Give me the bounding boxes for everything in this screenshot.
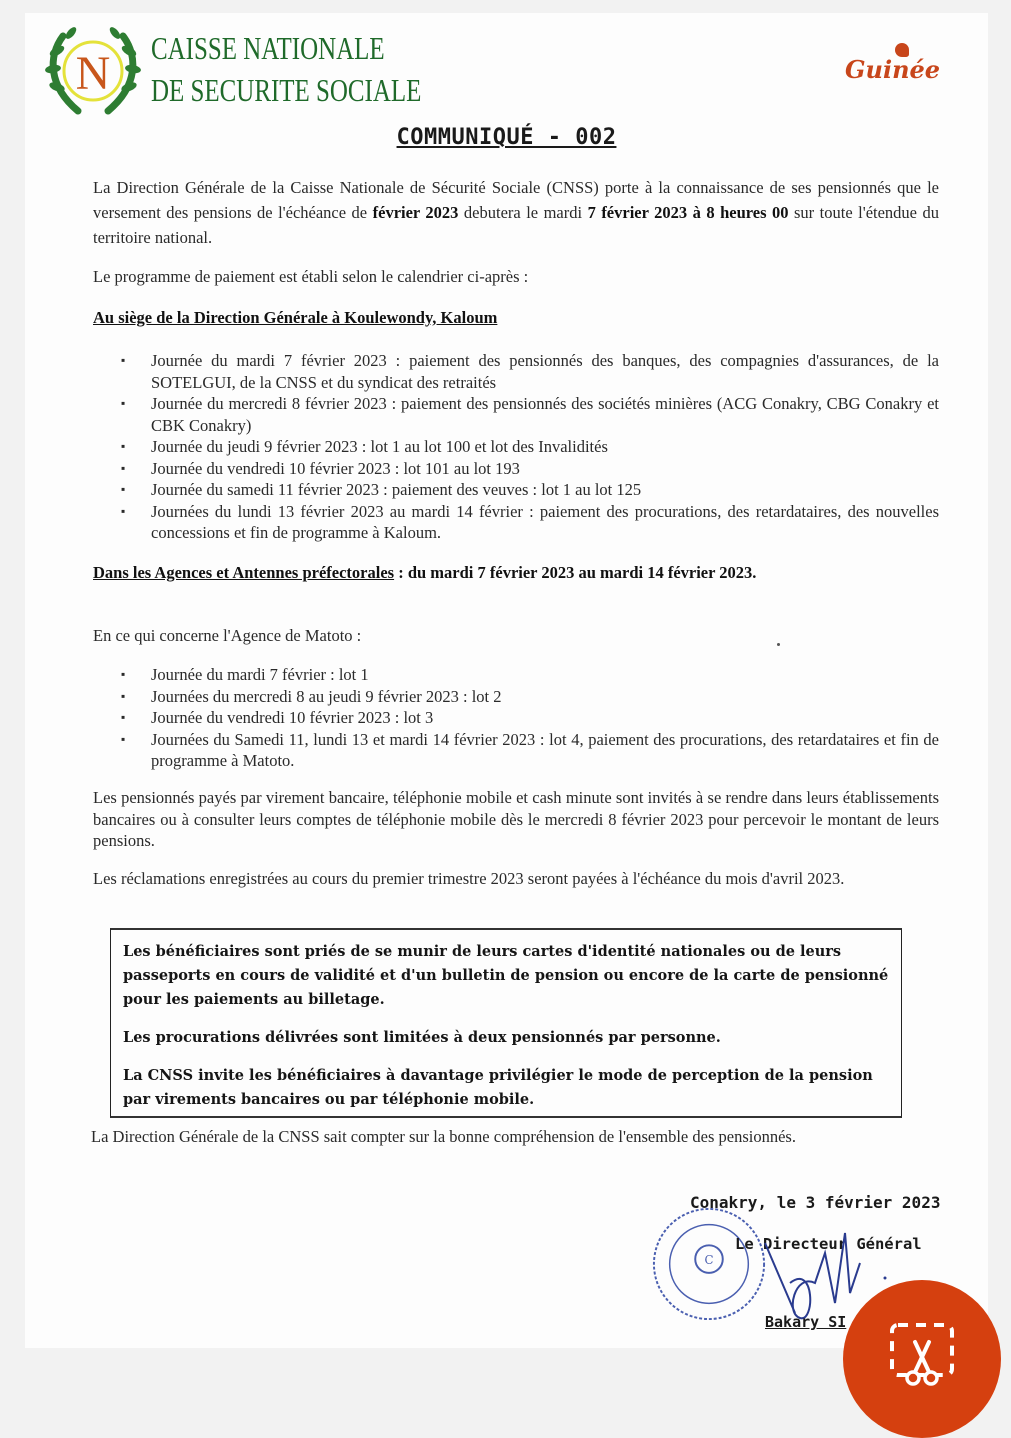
svg-text:N: N	[75, 47, 111, 100]
intro-paragraph: La Direction Générale de la Caisse Nationale de Sécurité Sociale (CNSS) porte à la connaissance de ses pensionnés que le versement des pensions de l'échéance de février 2023 debutera le mardi 7 février 2023 à 8 heures 00 sur toute l'étendue du territoire national.	[93, 178, 939, 247]
program-intro: Le programme de paiement est établi selon le calendrier ci-après :	[93, 267, 529, 286]
notice-payment-mode: La CNSS invite les bénéficiaires à davantage privilégier le mode de perception de la pension par virements bancaires ou par téléphonie mobile.	[123, 1067, 873, 1108]
section-siege-heading: Au siège de la Direction Générale à Koulewondy, Kaloum	[93, 308, 498, 327]
closing-paragraph: La Direction Générale de la CNSS sait compter sur la bonne compréhension de l'ensemble des pensionnés.	[91, 1127, 796, 1146]
list-item: ▪ Journée du mercredi 8 février 2023 : paiement des pensionnés des sociétés minières (ACG Conakry, CBG Conakry et CBK Conakry)	[151, 393, 939, 436]
section-agences-paragraph: Dans les Agences et Antennes préfectorales : du mardi 7 février 2023 au mardi 14 février 2023.	[93, 563, 757, 582]
scan-speck	[777, 643, 780, 646]
list-item: ▪ Journées du mercredi 8 au jeudi 9 février 2023 : lot 2	[151, 686, 939, 708]
cnss-logo-icon	[43, 21, 143, 121]
matoto-intro: En ce qui concerne l'Agence de Matoto :	[93, 626, 362, 645]
notice-procurations: Les procurations délivrées sont limitées à deux pensionnés par personne.	[123, 1029, 721, 1046]
org-name-line1: CAISSE NATIONALE	[151, 30, 385, 66]
document-title: COMMUNIQUÉ - 002	[396, 125, 617, 150]
list-item: ▪ Journée du samedi 11 février 2023 : paiement des veuves : lot 1 au lot 125	[151, 479, 939, 501]
list-item: ▪ Journée du mardi 7 février 2023 : paiement des pensionnés des banques, des compagnies d'assurances, de la SOTELGUI, de la CNSS et du syndicat des retraités	[151, 350, 939, 393]
svg-text:C: C	[704, 1253, 714, 1267]
notice-box	[110, 928, 902, 1118]
screenshot-crop-button[interactable]	[843, 1280, 1001, 1438]
virement-paragraph: Les pensionnés payés par virement bancaire, téléphonie mobile et cash minute sont invités à se rendre dans leurs établissements bancaires ou à consulter leurs comptes de téléphonie mobile dès le mercredi 8 février 2023 pour percevoir le montant de leurs pensions.	[93, 788, 939, 850]
notice-identity: Les bénéficiaires sont priés de se munir de leurs cartes d'identité nationales ou de leurs passeports en cours de validité et d'un bulletin de pension ou encore de la carte de pensionné pour les paiements au billetage.	[123, 943, 889, 1008]
official-stamp-icon	[650, 1205, 768, 1323]
signatory-title: Le Directeur Général	[735, 1235, 922, 1253]
section-agences-heading: Dans les Agences et Antennes préfectorales	[93, 563, 395, 582]
organization-name	[151, 27, 421, 111]
list-item: ▪ Journées du lundi 13 février 2023 au mardi 14 février : paiement des procurations, des retardataires, des nouvelles concessions et fin de programme à Kaloum.	[151, 501, 939, 544]
org-name-line2: DE SECURITE SOCIALE	[151, 72, 422, 108]
list-item: ▪ Journée du vendredi 10 février 2023 : lot 101 au lot 193	[151, 458, 939, 480]
document-page	[25, 13, 988, 1348]
list-item: ▪ Journée du mardi 7 février : lot 1	[151, 664, 939, 686]
guinee-logo: Guinée	[845, 55, 941, 84]
matoto-list	[93, 664, 939, 772]
signature-place-date: Conakry, le 3 février 2023	[690, 1193, 941, 1212]
list-item: ▪ Journée du vendredi 10 février 2023 : lot 3	[151, 707, 939, 729]
reclamations-paragraph: Les réclamations enregistrées au cours du premier trimestre 2023 seront payées à l'échéance du mois d'avril 2023.	[93, 869, 845, 888]
scissors-crop-icon	[887, 1320, 957, 1390]
signatory-name: Bakary SI	[765, 1313, 847, 1331]
list-item: ▪ Journée du jeudi 9 février 2023 : lot 1 au lot 100 et lot des Invalidités	[151, 436, 939, 458]
list-item: ▪ Journées du Samedi 11, lundi 13 et mardi 14 février 2023 : lot 4, paiement des procurations, des retardataires et fin de programme à Matoto.	[151, 729, 939, 772]
section-siege-list	[93, 350, 939, 544]
